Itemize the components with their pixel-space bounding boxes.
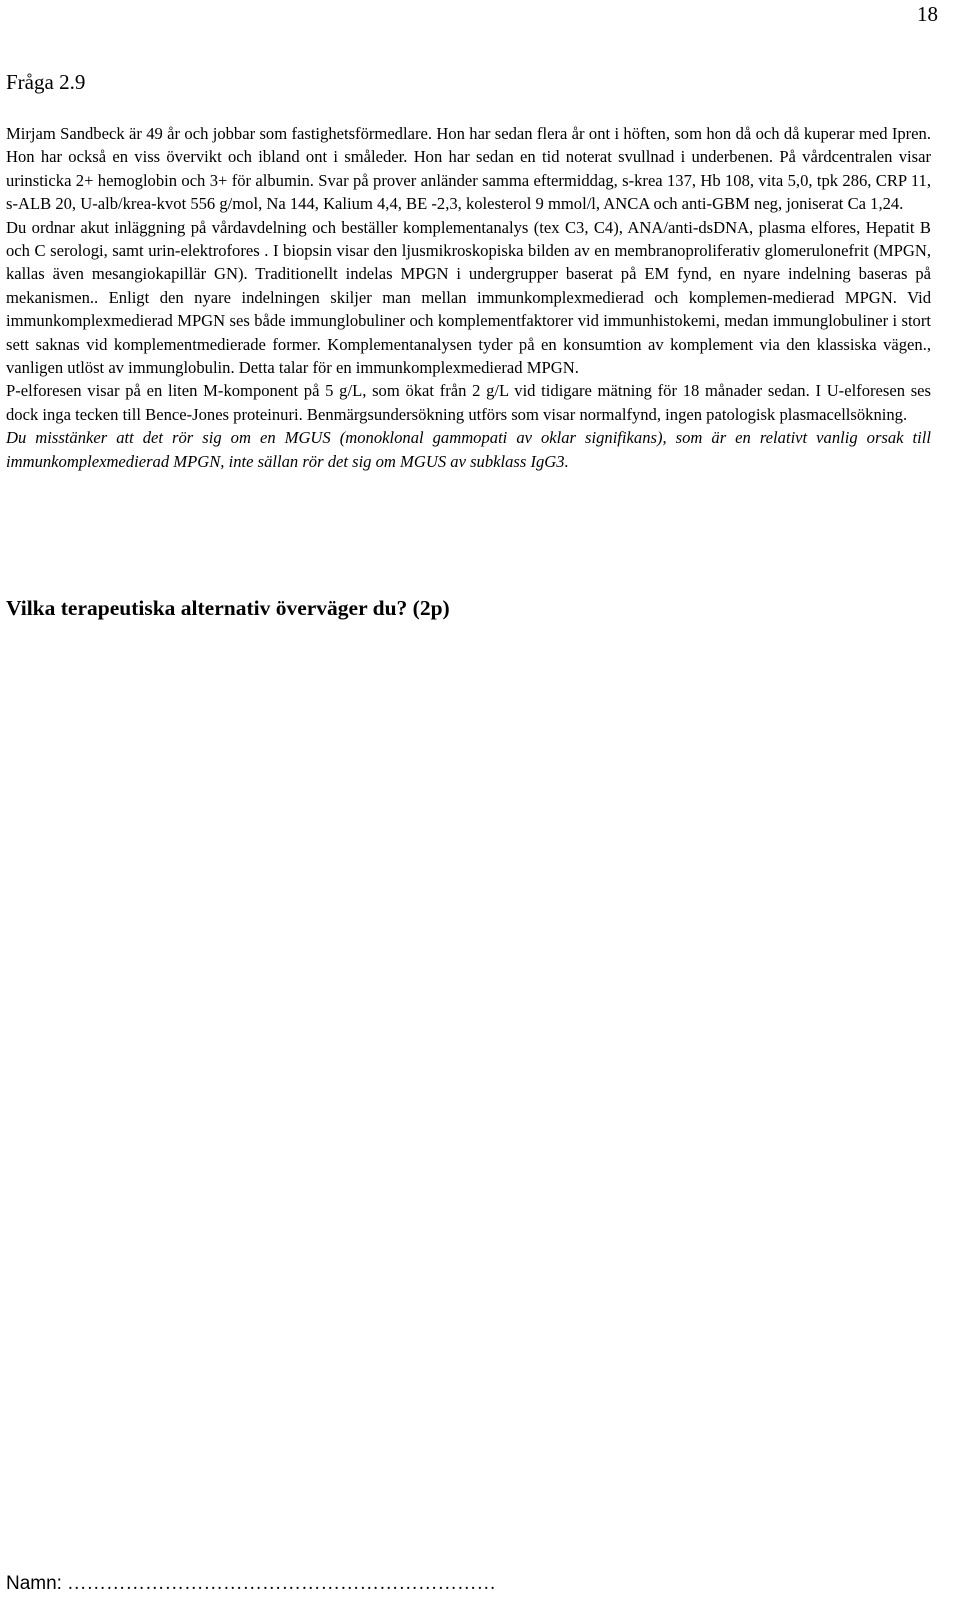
case-description [6,122,931,473]
case-paragraph-history: Mirjam Sandbeck är 49 år och jobbar som fastighetsförmedlare. Hon har sedan flera år ont i höften, som hon då och då kuperar med Ipren. Hon har också en viss övervikt och ibland ont i småleder. Hon har sedan en tid noterat svullnad i underbenen. På vårdcentralen visar urinsticka 2+ hemoglobin och 3+ för albumin. Svar på prover anländer samma eftermiddag, s-krea 137, Hb 108, vita 5,0, tpk 286, CRP 11, s-ALB 20, U-alb/krea-kvot 556 g/mol, Na 144, Kalium 4,4, BE -2,3, kolesterol 9 mmol/l, ANCA och anti-GBM neg, joniserat Ca 1,24. [6,124,931,214]
question-heading: Fråga 2.9 [6,70,86,94]
case-paragraph-elforesis: P-elforesen visar på en liten M-komponent på 5 g/L, som ökat från 2 g/L vid tidigare mätning för 18 månader sedan. I U-elforesen ses dock inga tecken till Bence-Jones proteinuri. Benmärgsundersökning utförs som visar normalfynd, ingen patologisk plasmacellsökning. [6,381,931,424]
page-number: 18 [917,2,938,26]
case-paragraph-mgus-note: Du misstänker att det rör sig om en MGUS (monoklonal gammopati av oklar signifikans), som är en relativt vanlig orsak till immunkomplexmedierad MPGN, inte sällan rör det sig om MGUS av subklass IgG3. [6,428,931,471]
name-dotted-line: ………………………………………………………… [67,1573,497,1594]
task-question: Vilka terapeutiska alternativ överväger du? (2p) [6,596,450,620]
name-label: Namn: [6,1573,62,1594]
name-field [6,1573,496,1595]
case-paragraph-investigation: Du ordnar akut inläggning på vårdavdelning och beställer komplementanalys (tex C3, C4), ANA/anti-dsDNA, plasma elfores, Hepatit B och C serologi, samt urin-elektrofores . I biopsin visar den ljusmikroskopiska bilden av en membranoproliferativ glomerulonefrit (MPGN, kallas även mesangiokapillär GN). Traditionellt indelas MPGN i undergrupper baserat på EM fynd, en nyare indelning baseras på mekanismen.. Enligt den nyare indelningen skiljer man mellan immunkomplexmedierad och komplemen-medierad MPGN. Vid immunkomplexmedierad MPGN ses både immunglobuliner och komplementfaktorer vid immunhistokemi, medan immunglobuliner i stort sett saknas vid komplementmedierade former. Komplementanalysen tyder på en konsumtion av komplement via den klassiska vägen., vanligen utlöst av immunglobulin. Detta talar för en immunkomplexmedierad MPGN. [6,217,931,378]
